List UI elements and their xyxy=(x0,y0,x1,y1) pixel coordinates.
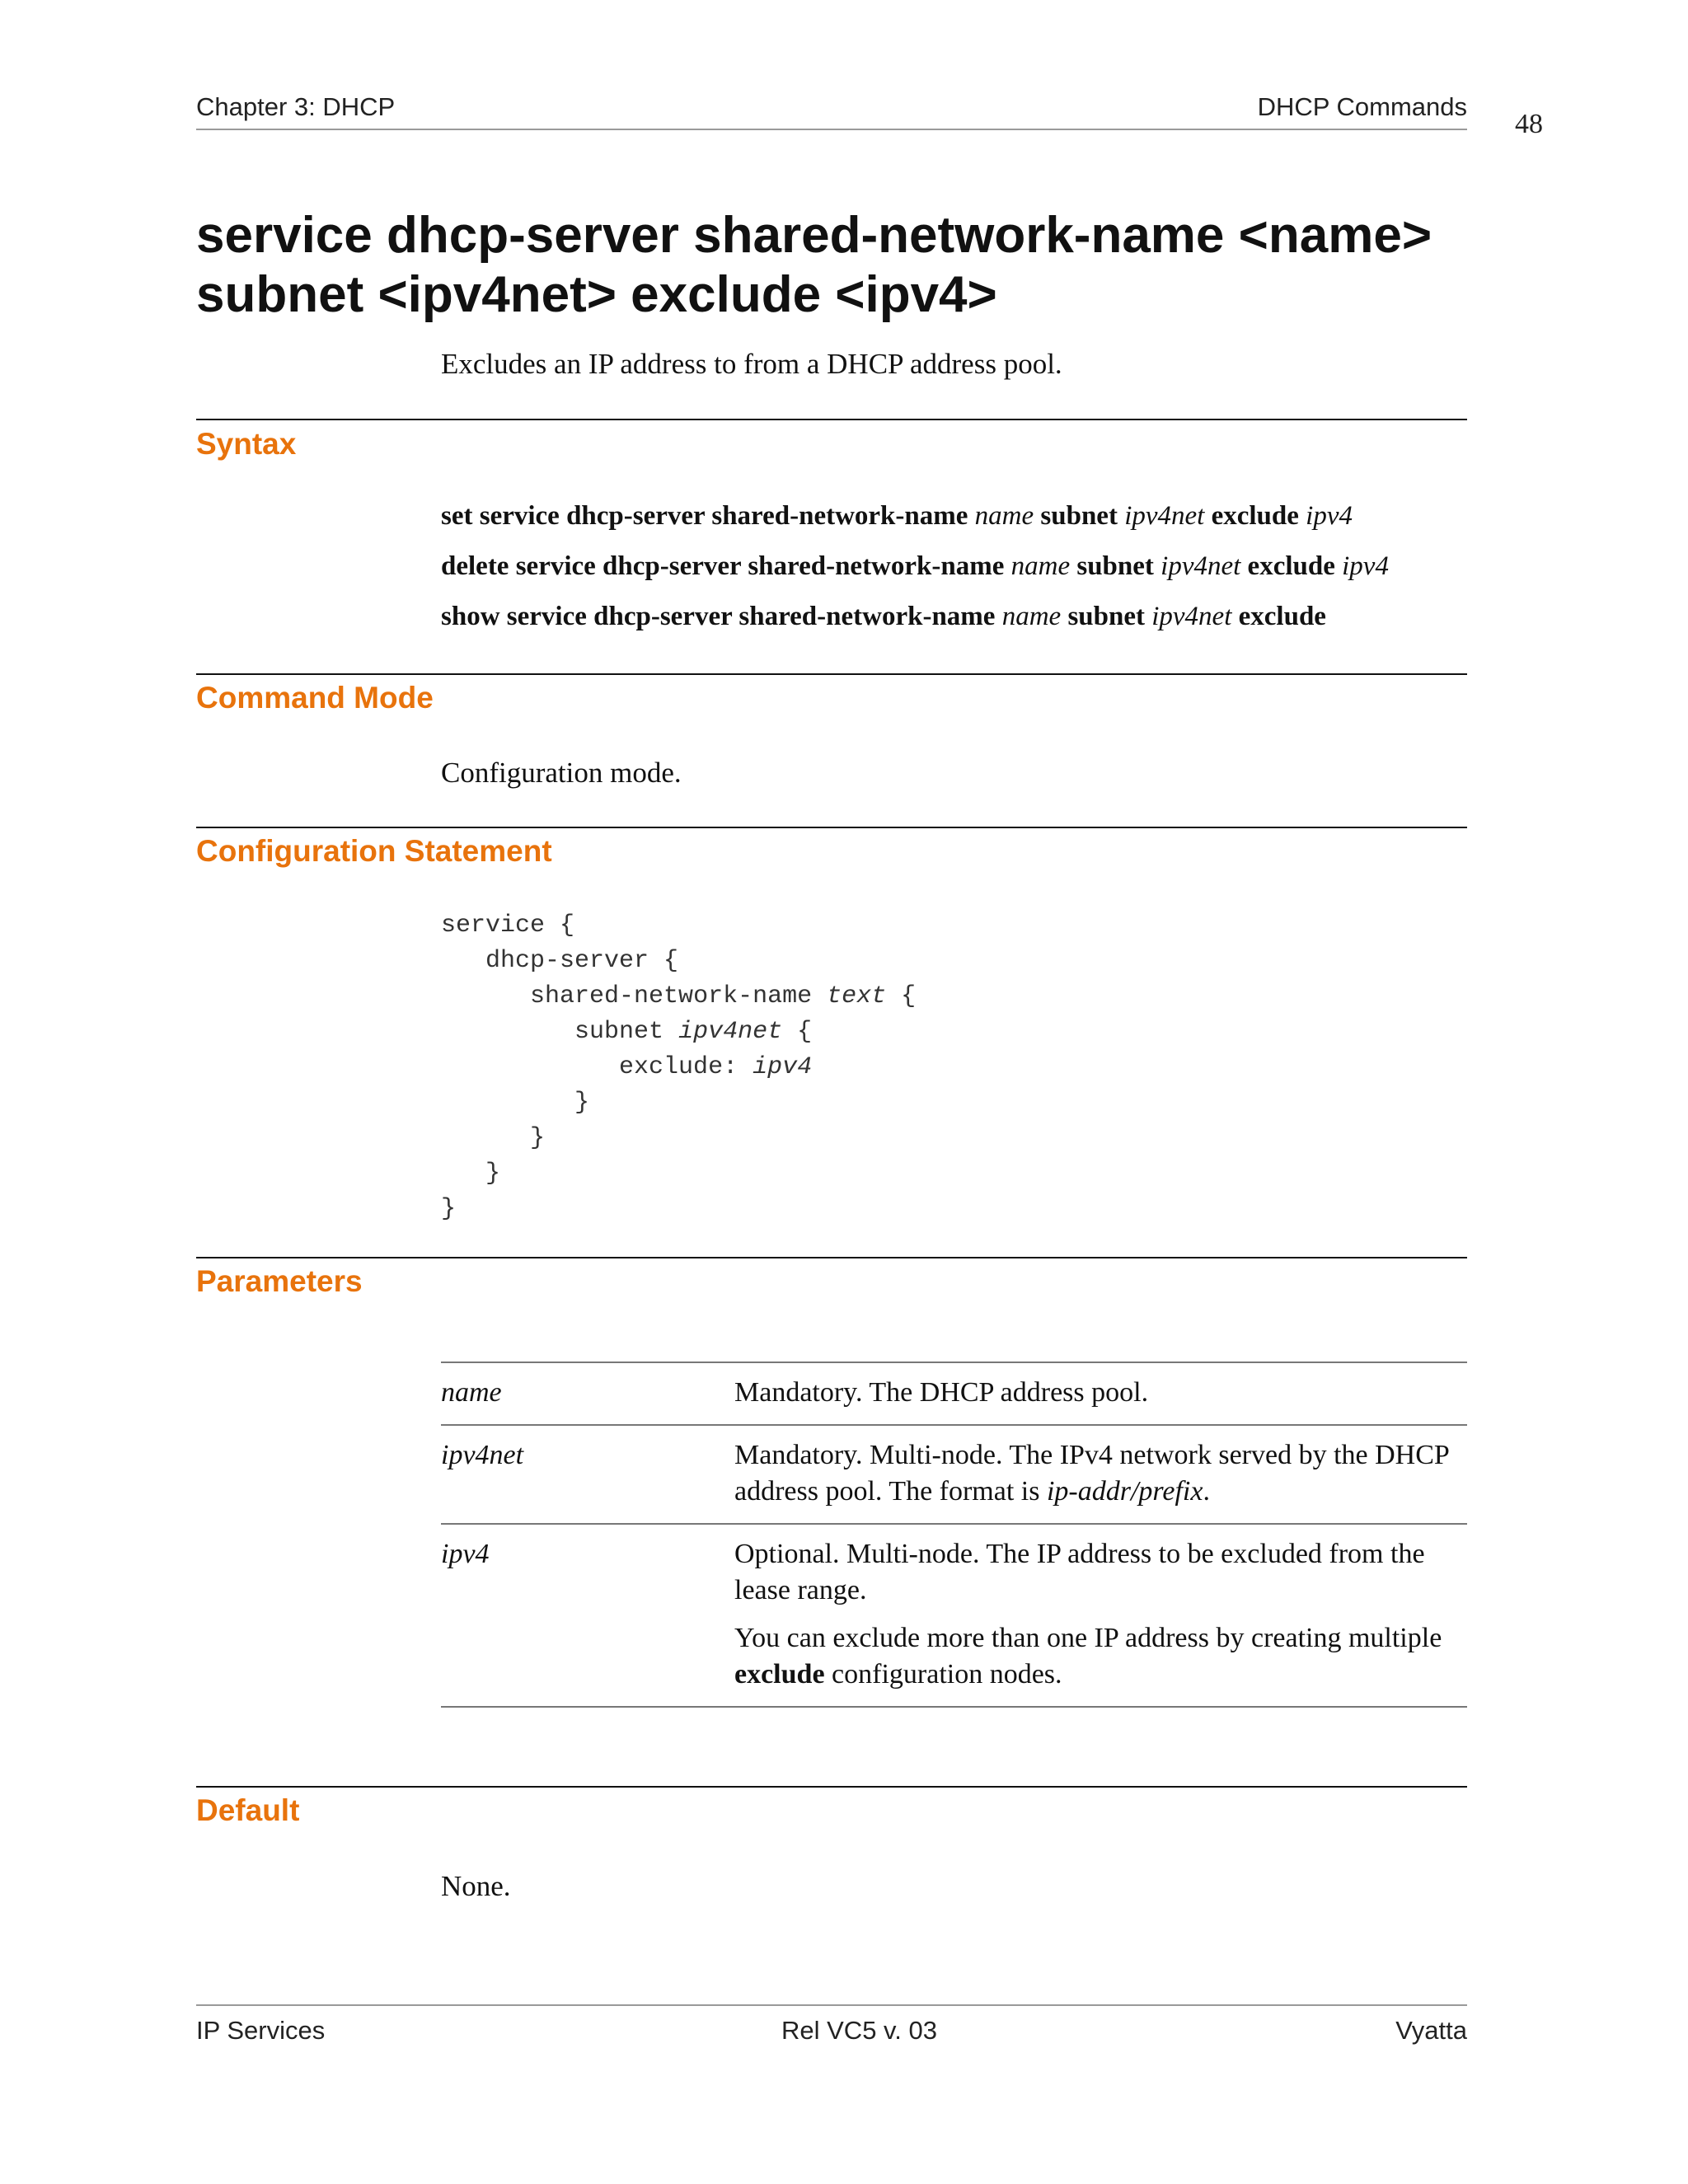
syntax-keyword: delete service dhcp-server shared-network-name xyxy=(441,551,1005,581)
param-name: ipv4 xyxy=(441,1539,490,1569)
footer-center: Rel VC5 v. 03 xyxy=(781,2016,937,2045)
code-variable: ipv4 xyxy=(753,1053,813,1081)
code-variable: text xyxy=(827,982,887,1010)
syntax-keyword: set service dhcp-server shared-network-name xyxy=(441,501,968,531)
param-description-text: Mandatory. The DHCP address pool. xyxy=(734,1377,1149,1408)
param-description-end: . xyxy=(1203,1476,1210,1507)
chapter-title: Chapter 3: DHCP xyxy=(196,92,396,121)
syntax-variable: name xyxy=(974,501,1034,531)
syntax-variable: ipv4 xyxy=(1342,551,1389,581)
param-description xyxy=(734,1362,1467,1425)
command-mode-heading: Command Mode xyxy=(196,681,434,715)
table-row xyxy=(441,1524,1467,1707)
syntax-keyword: subnet xyxy=(1076,551,1154,581)
syntax-keyword: exclude xyxy=(1247,551,1335,581)
section-divider xyxy=(196,1786,1467,1788)
param-note-part: configuration nodes. xyxy=(832,1659,1062,1690)
code-keyword: exclude: xyxy=(619,1053,738,1081)
param-note-part: You can exclude more than one IP address by creating multiple xyxy=(734,1623,1442,1653)
syntax-set-line xyxy=(441,501,1353,532)
code-keyword: shared-network-name xyxy=(530,982,813,1010)
code-brace: } xyxy=(441,1195,457,1223)
command-title xyxy=(196,206,1482,325)
code-brace: } xyxy=(574,1089,590,1117)
command-title-line1: service dhcp-server shared-network-name <name> xyxy=(196,207,1432,264)
code-keyword: subnet xyxy=(574,1018,664,1046)
syntax-keyword: exclude xyxy=(1211,501,1299,531)
syntax-keyword: subnet xyxy=(1067,602,1145,631)
section-divider xyxy=(196,673,1467,675)
section-divider xyxy=(196,827,1467,828)
syntax-variable: ipv4net xyxy=(1160,551,1241,581)
param-description xyxy=(734,1425,1467,1524)
param-description-note xyxy=(734,1620,1467,1693)
syntax-keyword: show service dhcp-server shared-network-name xyxy=(441,602,996,631)
section-title: DHCP Commands xyxy=(1257,92,1467,121)
section-divider xyxy=(196,1257,1467,1258)
param-description-part: Mandatory. Multi-node. The IPv4 network served by the DHCP address pool. The format is xyxy=(734,1440,1449,1507)
param-note-keyword: exclude xyxy=(734,1659,825,1690)
syntax-variable: ipv4net xyxy=(1124,501,1205,531)
config-statement-code xyxy=(441,908,916,1227)
command-mode-text: Configuration mode. xyxy=(441,757,682,789)
footer-left: IP Services xyxy=(196,2016,326,2045)
parameters-heading: Parameters xyxy=(196,1264,363,1298)
footer-right: Vyatta xyxy=(1395,2016,1467,2045)
param-description xyxy=(734,1524,1467,1707)
config-statement-heading: Configuration Statement xyxy=(196,834,552,868)
syntax-variable: ipv4net xyxy=(1151,602,1232,631)
syntax-variable: ipv4 xyxy=(1306,501,1353,531)
param-format: ip-addr/prefix xyxy=(1046,1476,1203,1507)
page-number: 48 xyxy=(1515,109,1543,139)
code-variable: ipv4net xyxy=(678,1018,783,1046)
command-summary: Excludes an IP address to from a DHCP address pool. xyxy=(441,348,1062,380)
table-row xyxy=(441,1362,1467,1425)
code-line: dhcp-server { xyxy=(485,947,679,975)
page-footer xyxy=(196,2004,1467,2045)
default-heading: Default xyxy=(196,1793,300,1827)
code-line: service { xyxy=(441,912,575,940)
default-text: None. xyxy=(441,1870,511,1902)
page-header xyxy=(196,89,1467,130)
code-brace: { xyxy=(797,1018,813,1046)
syntax-variable: name xyxy=(1010,551,1071,581)
code-brace: } xyxy=(530,1124,546,1152)
table-row xyxy=(441,1425,1467,1524)
parameters-table xyxy=(441,1361,1467,1708)
param-name: ipv4net xyxy=(441,1440,524,1470)
syntax-keyword: exclude xyxy=(1238,602,1326,631)
syntax-heading: Syntax xyxy=(196,427,297,461)
syntax-delete-line xyxy=(441,551,1389,582)
syntax-keyword: subnet xyxy=(1040,501,1118,531)
command-title-line2: subnet <ipv4net> exclude <ipv4> xyxy=(196,266,997,323)
syntax-variable: name xyxy=(1001,602,1062,631)
param-description-text xyxy=(734,1437,1467,1510)
code-brace: { xyxy=(901,982,917,1010)
syntax-show-line xyxy=(441,602,1326,632)
code-brace: } xyxy=(485,1160,501,1188)
param-name: name xyxy=(441,1377,502,1408)
param-description-text: Optional. Multi-node. The IP address to be excluded from the lease range. xyxy=(734,1539,1425,1605)
section-divider xyxy=(196,419,1467,420)
